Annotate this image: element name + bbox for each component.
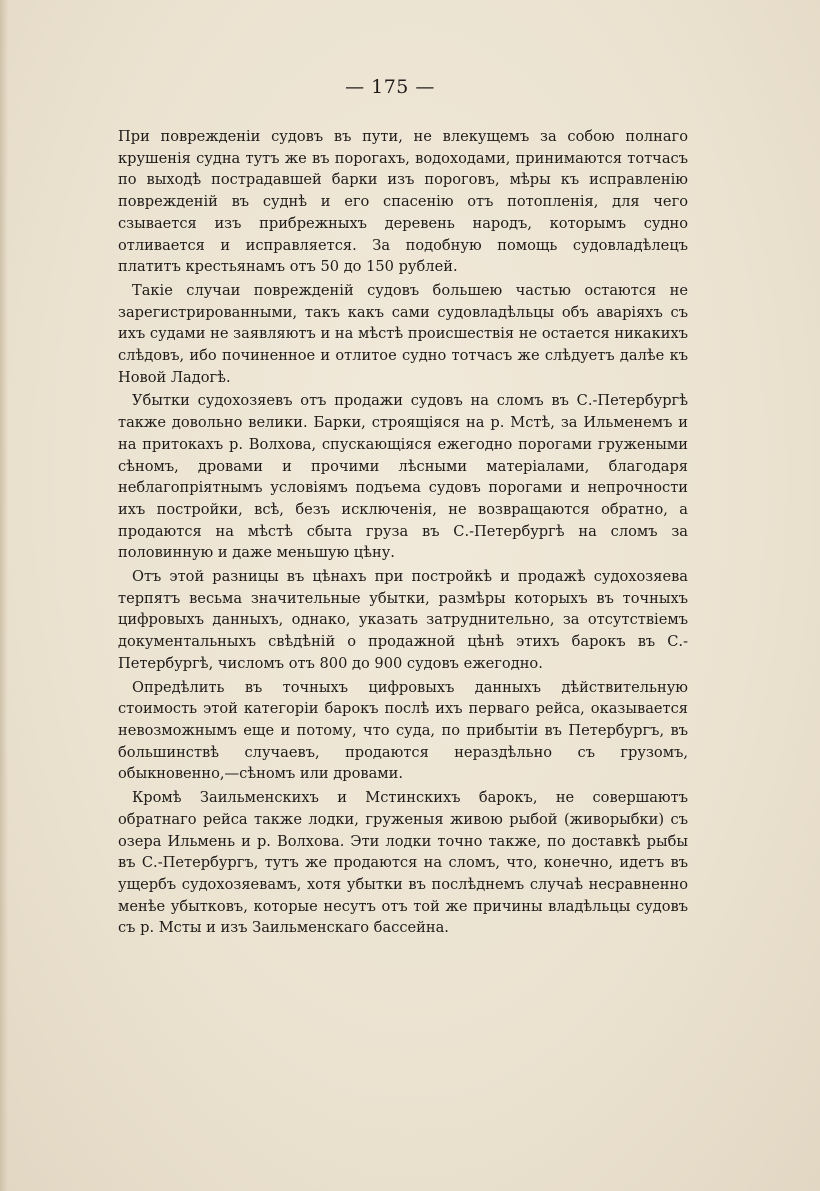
paragraph-vessel-damage: При поврежденіи судовъ въ пути, не влекущемъ за собою полнаго крушенія судна тутъ же въ порогахъ, водоходами, принимаются тотчасъ по выходѣ пострадавшей барки изъ пороговъ, мѣры къ исправленію поврежденій въ суднѣ и его спасенію отъ потопленія, для чего сзывается изъ прибрежныхъ деревень народъ, которымъ судно отливается и исправляется. За подобную помощь судовладѣлецъ платитъ крестьянамъ отъ 50 до 150 рублей. bbox=[118, 128, 688, 276]
page-text-body bbox=[118, 126, 688, 941]
paragraph-unregistered-cases: Такіе случаи поврежденій судовъ большею частью остаются не зарегистрированными, такъ какъ сами судовладѣльцы объ аваріяхъ съ ихъ судами не заявляютъ и на мѣстѣ происшествія не остается никакихъ слѣдовъ, ибо починенное и отлитое судно тотчасъ же слѣдуетъ далѣе къ Новой Ладогѣ. bbox=[118, 281, 688, 386]
paragraph-actual-value: Опредѣлить въ точныхъ цифровыхъ данныхъ дѣйствительную стоимость этой категоріи барокъ послѣ ихъ перваго рейса, оказывается невозможнымъ еще и потому, что суда, по прибытіи въ Петербургъ, въ большинствѣ случаевъ, продаются нераздѣльно съ грузомъ, обыкновенно,—сѣномъ или дровами. bbox=[118, 678, 688, 783]
page-edge-shadow bbox=[0, 0, 8, 1191]
paragraph-scrap-sale-losses: Убытки судохозяевъ отъ продажи судовъ на сломъ въ С.-Петербургѣ также довольно велики. Барки, строящіяся на р. Мстѣ, за Ильменемъ и на притокахъ р. Волхова, спускающіяся ежегодно порогами гружеными сѣномъ, дровами и прочими лѣсными матеріалами, благодаря неблагопріятнымъ условіямъ подъема судовъ порогами и непрочности ихъ постройки, всѣ, безъ исключенія, не возвращаются обратно, а продаются на мѣстѣ сбыта груза въ С.-Петербургѣ на сломъ за половинную и даже меньшую цѣну. bbox=[118, 392, 688, 562]
paragraph-price-difference: Отъ этой разницы въ цѣнахъ при постройкѣ и продажѣ судохозяева терпятъ весьма значительные убытки, размѣры которыхъ въ точныхъ цифровыхъ данныхъ, однако, указать затруднительно, за отсутствіемъ документальныхъ свѣдѣній о продажной цѣнѣ этихъ барокъ въ С.-Петербургѣ, числомъ отъ 800 до 900 судовъ ежегодно. bbox=[118, 568, 688, 672]
paragraph-fish-boats: Кромѣ Заильменскихъ и Мстинскихъ барокъ, не совершаютъ обратнаго рейса также лодки, груженыя живою рыбой (живорыбки) съ озера Ильмень и р. Волхова. Эти лодки точно также, по доставкѣ рыбы въ С.-Петербургъ, тутъ же продаются на сломъ, что, конечно, идетъ въ ущербъ судохозяевамъ, хотя убытки въ послѣднемъ случаѣ несравненно менѣе убытковъ, которые несутъ отъ той же причины владѣльцы судовъ съ р. Мсты и изъ Заильменскаго бассейна. bbox=[118, 789, 688, 937]
page-number: — 175 — bbox=[345, 76, 435, 98]
